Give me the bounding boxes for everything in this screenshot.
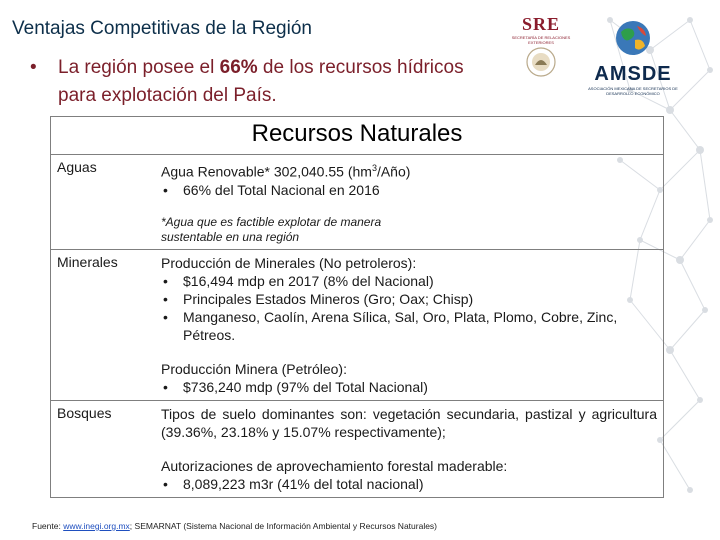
inegi-link[interactable]: www.inegi.org.mx (63, 521, 130, 531)
table-row-bosques (51, 400, 664, 497)
source-footnote: Fuente: www.inegi.org.mx; SEMARNAT (Sistema Nacional de Información Ambiental y Recursos Naturales) (32, 521, 438, 531)
minerales-bullet2: • $736,240 mdp (97% del Total Nacional) (161, 378, 657, 396)
table-header-row (51, 117, 664, 155)
bosques-intro2: Autorizaciones de aprovechamiento forestal maderable: (161, 457, 508, 474)
minerales-intro: Producción de Minerales (No petroleros): (161, 254, 417, 271)
table-row-minerales (51, 249, 664, 400)
row-label-aguas: Aguas (51, 155, 156, 250)
minerales-intro2: Producción Minera (Petróleo): (161, 360, 347, 377)
row-content-bosques (155, 400, 664, 497)
aguas-line1: Agua Renovable* 302,040.55 $(hm^3/Año)$ (161, 163, 411, 180)
aguas-footnote: *Agua que es factible explotar de manera sustentable en una región (161, 214, 382, 244)
table-row-aguas (51, 155, 664, 250)
amsde-logo-text: AMSDE (594, 63, 672, 85)
row-content-aguas (155, 155, 664, 250)
amsde-logo (588, 18, 678, 98)
bosques-bullet2: • 8,089,223 m3r (41% del total nacional) (161, 475, 657, 493)
highlight-percent: 66% (219, 57, 258, 78)
globe-icon (613, 18, 653, 58)
sre-logo (510, 14, 572, 84)
intro-bullet (30, 54, 500, 110)
row-label-bosques: Bosques (51, 400, 156, 497)
minerales-bullet: • Manganeso, Caolín, Arena Sílica, Sal, Oro, Plata, Plomo, Cobre, Zinc, Pétreos. (161, 308, 657, 344)
aguas-bullet: • 66% del Total Nacional en 2016 (161, 181, 657, 199)
minerales-bullet: • Principales Estados Mineros (Gro; Oax; Chisp) (161, 290, 657, 308)
mexico-seal-icon (510, 45, 572, 79)
intro-bullet-text: La región posee el 66% de los recursos hídricos para explotación del País. (58, 57, 464, 106)
table-header: Recursos Naturales (51, 117, 664, 155)
row-label-minerales: Minerales (51, 249, 156, 400)
row-content-minerales (155, 249, 664, 400)
sre-logo-subtitle: SECRETARÍA DE RELACIONES EXTERIORES (511, 35, 571, 45)
sre-logo-text: SRE (521, 14, 560, 34)
minerales-bullet: • $16,494 mdp en 2017 (8% del Nacional) (161, 272, 657, 290)
amsde-logo-subtitle: ASOCIACIÓN MEXICANA DE SECRETARIOS DE DESARROLLO ECONÓMICO (588, 86, 678, 96)
natural-resources-table (50, 116, 664, 498)
bullet-dot: • (30, 57, 37, 78)
bosques-text: Tipos de suelo dominantes son: vegetación secundaria, pastizal y agricultura (39.36%, 23.18% y 15.07% respectivamente); (161, 405, 657, 440)
slide-title: Ventajas Competitivas de la Región (12, 18, 312, 39)
